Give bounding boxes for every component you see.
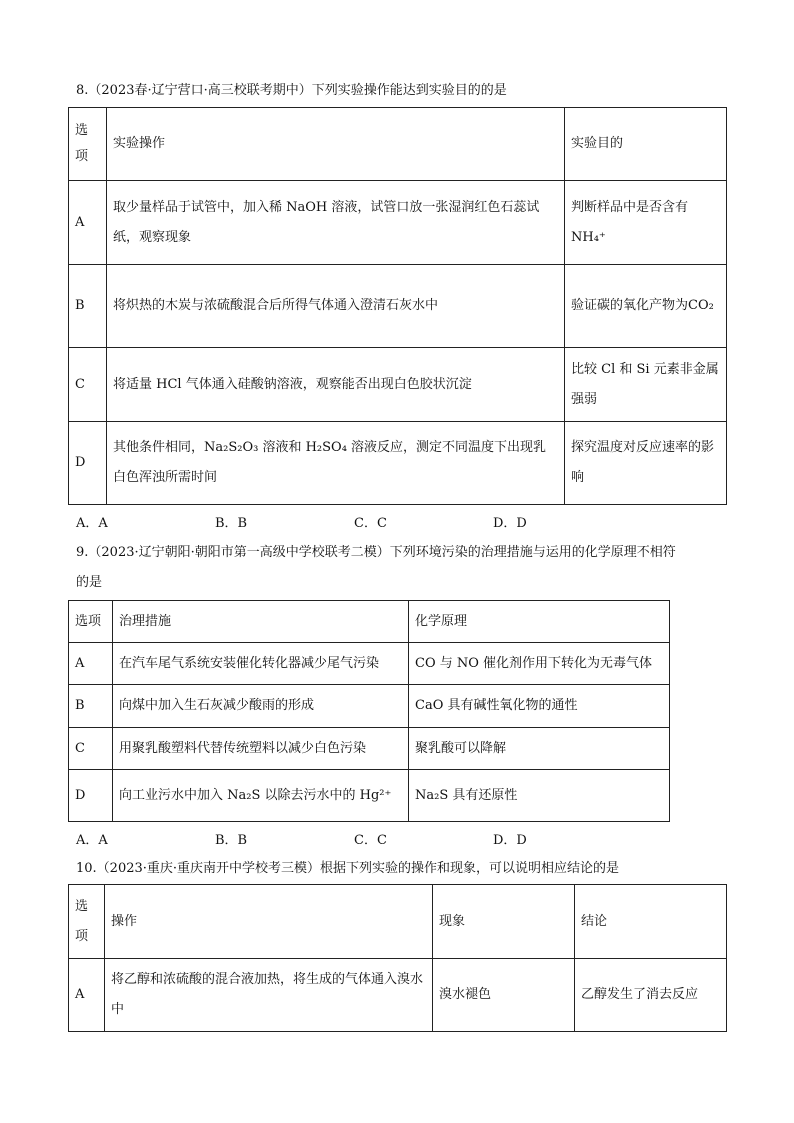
question-8-options xyxy=(76,512,632,531)
q9-header-option: 选项 xyxy=(69,601,113,643)
question-9-title-line2: 的是 xyxy=(76,575,103,590)
q8-header-operation: 实验操作 xyxy=(107,108,565,181)
q8-row-a-operation: 取少量样品于试管中，加入稀 NaOH 溶液，试管口放一张湿润红色石蕊试纸，观察现象 xyxy=(107,181,565,265)
question-10-table xyxy=(68,884,727,1032)
q8-row-b-purpose: 验证碳的氧化产物为CO₂ xyxy=(565,265,727,348)
question-9-title-line1: 9.（2023·辽宁朝阳·朝阳市第一高级中学校联考二模）下列环境污染的治理措施与运用的化学原理不相符 xyxy=(76,545,676,560)
q9-row-a-measure: 在汽车尾气系统安装催化转化器减少尾气污染 xyxy=(113,643,409,685)
q9-row-c-principle: 聚乳酸可以降解 xyxy=(409,728,670,770)
q9-row-c-option: C xyxy=(69,728,113,770)
q10-header-option: 选项 xyxy=(69,885,105,959)
q10-row-a-operation: 将乙醇和浓硫酸的混合液加热，将生成的气体通入溴水中 xyxy=(105,959,433,1032)
q9-row-b-option: B xyxy=(69,685,113,728)
q8-option-d[interactable]: D．D xyxy=(493,516,527,531)
question-9-table xyxy=(68,600,670,822)
q8-row-b-option: B xyxy=(69,265,107,348)
q8-option-a[interactable]: A．A xyxy=(76,516,108,531)
q8-row-c-purpose: 比较 Cl 和 Si 元素非金属强弱 xyxy=(565,348,727,422)
q8-header-purpose: 实验目的 xyxy=(565,108,727,181)
q9-row-d-principle: Na₂S 具有还原性 xyxy=(409,770,670,822)
question-9-options xyxy=(76,829,632,848)
q10-header-phenomenon: 现象 xyxy=(433,885,575,959)
q9-header-measure: 治理措施 xyxy=(113,601,409,643)
q10-header-operation: 操作 xyxy=(105,885,433,959)
q9-option-d[interactable]: D．D xyxy=(493,833,527,848)
q8-row-c-operation: 将适量 HCl 气体通入硅酸钠溶液，观察能否出现白色胶状沉淀 xyxy=(107,348,565,422)
q9-option-a[interactable]: A．A xyxy=(76,833,108,848)
q9-option-b[interactable]: B．B xyxy=(215,833,248,848)
q9-row-a-option: A xyxy=(69,643,113,685)
q8-option-b[interactable]: B．B xyxy=(215,516,248,531)
q10-header-conclusion: 结论 xyxy=(575,885,727,959)
q9-row-b-principle: CaO 具有碱性氧化物的通性 xyxy=(409,685,670,728)
q8-header-option: 选项 xyxy=(69,108,107,181)
q9-row-b-measure: 向煤中加入生石灰减少酸雨的形成 xyxy=(113,685,409,728)
q9-row-c-measure: 用聚乳酸塑料代替传统塑料以减少白色污染 xyxy=(113,728,409,770)
q9-row-d-option: D xyxy=(69,770,113,822)
q9-header-principle: 化学原理 xyxy=(409,601,670,643)
q8-row-b-operation: 将炽热的木炭与浓硫酸混合后所得气体通入澄清石灰水中 xyxy=(107,265,565,348)
q8-row-d-operation: 其他条件相同，Na₂S₂O₃ 溶液和 H₂SO₄ 溶液反应，测定不同温度下出现乳白色浑浊所需时间 xyxy=(107,422,565,505)
q10-row-a-phenomenon: 溴水褪色 xyxy=(433,959,575,1032)
q8-row-c-option: C xyxy=(69,348,107,422)
q9-row-d-measure: 向工业污水中加入 Na₂S 以除去污水中的 Hg²⁺ xyxy=(113,770,409,822)
q9-option-c[interactable]: C．C xyxy=(354,833,387,848)
q10-row-a-option: A xyxy=(69,959,105,1032)
question-8-table xyxy=(68,107,727,505)
q8-row-d-option: D xyxy=(69,422,107,505)
q8-row-a-purpose: 判断样品中是否含有NH₄⁺ xyxy=(565,181,727,265)
question-8-title: 8.（2023春·辽宁营口·高三校联考期中）下列实验操作能达到实验目的的是 xyxy=(76,83,507,98)
q10-row-a-conclusion: 乙醇发生了消去反应 xyxy=(575,959,727,1032)
q8-option-c[interactable]: C．C xyxy=(354,516,387,531)
q9-row-a-principle: CO 与 NO 催化剂作用下转化为无毒气体 xyxy=(409,643,670,685)
q8-row-a-option: A xyxy=(69,181,107,265)
q8-row-d-purpose: 探究温度对反应速率的影响 xyxy=(565,422,727,505)
question-10-title: 10.（2023·重庆·重庆南开中学校考三模）根据下列实验的操作和现象，可以说明相应结论的是 xyxy=(76,861,620,876)
